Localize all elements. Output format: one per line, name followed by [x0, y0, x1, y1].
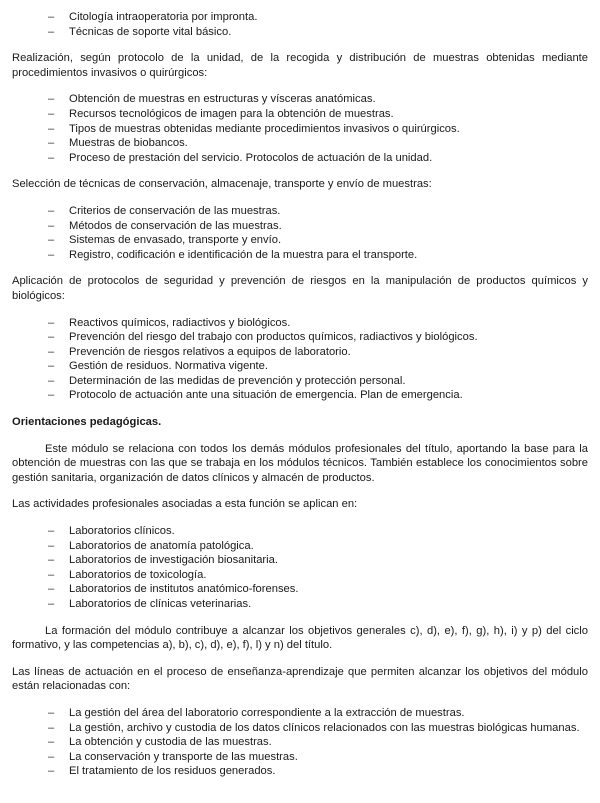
dash-bullet-icon: – [48, 137, 55, 150]
dash-bullet-icon: – [48, 750, 55, 763]
dash-bullet-icon: – [48, 219, 55, 232]
dash-bullet-icon: – [48, 204, 55, 217]
dash-bullet-icon: – [48, 122, 55, 135]
list-item: – Citología intraoperatoria por impronta. [48, 11, 258, 23]
dash-bullet-icon: – [48, 25, 55, 38]
list-item: – Obtención de muestras en estructuras y vísceras anatómicas. [48, 93, 376, 106]
list-item: – Recursos tecnológicos de imagen para la obtención de muestras. [48, 107, 394, 120]
dash-bullet-icon: – [48, 11, 55, 23]
paragraph-activities: Las actividades profesionales asociadas a esta función se aplican en: [12, 498, 358, 511]
paragraph-aplicacion: Aplicación de protocolos de seguridad y prevención de riesgos en la manipulación de productos químicos y biológicos: [12, 275, 588, 302]
dash-bullet-icon: – [48, 93, 55, 106]
dash-bullet-icon: – [48, 234, 55, 247]
paragraph-action-lines: Las líneas de actuación en el proceso de enseñanza-aprendizaje que permiten alcanzar los objetivos del módulo están relacionadas con: [12, 665, 588, 693]
dash-bullet-icon: – [48, 374, 55, 387]
list-conservation [12, 204, 588, 262]
dash-bullet-icon: – [48, 554, 55, 567]
dash-bullet-icon: – [48, 389, 55, 402]
list-item: – Determinación de las medidas de prevención y protección personal. [48, 374, 406, 387]
list-item: – Muestras de biobancos. [48, 137, 188, 150]
section-heading-orientaciones: Orientaciones pedagógicas. [12, 416, 162, 429]
list-item: – La obtención y custodia de las muestras. [48, 736, 272, 749]
dash-bullet-icon: – [48, 706, 55, 719]
list-item: – Proceso de prestación del servicio. Protocolos de actuación de la unidad. [48, 151, 433, 164]
dash-bullet-icon: – [48, 248, 55, 261]
document-page [12, 10, 588, 779]
list-item: – El tratamiento de los residuos generados. [48, 765, 276, 778]
list-item: – Protocolo de actuación ante una situación de emergencia. Plan de emergencia. [48, 389, 463, 402]
paragraph-module-relation: Este módulo se relaciona con todos los demás módulos profesionales del título, aportando la base para la obtención de muestras con las que se trabaja en los módulos técnicos. También establece los conocimientos sobre gestión sanitaria, organización de datos clínicos y almacén de productos. [12, 442, 588, 484]
list-safety [12, 316, 588, 404]
dash-bullet-icon: – [48, 525, 55, 538]
list-item: – Registro, codificación e identificación de la muestra para el transporte. [48, 248, 418, 261]
list-item: – Laboratorios de institutos anatómico-forenses. [48, 583, 299, 596]
dash-bullet-icon: – [48, 539, 55, 552]
paragraph-realizacion: Realización, según protocolo de la unidad, de la recogida y distribución de muestras obtenidas mediante procedimientos invasivos o quirúrgicos: [12, 52, 588, 79]
list-item: – Criterios de conservación de las muestras. [48, 204, 281, 217]
dash-bullet-icon: – [48, 107, 55, 120]
dash-bullet-icon: – [48, 345, 55, 358]
dash-bullet-icon: – [48, 568, 55, 581]
dash-bullet-icon: – [48, 736, 55, 749]
list-item: – Tipos de muestras obtenidas mediante procedimientos invasivos o quirúrgicos. [48, 122, 460, 135]
dash-bullet-icon: – [48, 721, 55, 734]
list-item: – Laboratorios de clínicas veterinarias. [48, 598, 252, 610]
dash-bullet-icon: – [48, 316, 55, 329]
list-laboratories [12, 524, 588, 612]
dash-bullet-icon: – [48, 598, 55, 610]
list-action-lines [12, 706, 588, 779]
list-item: – Gestión de residuos. Normativa vigente. [48, 360, 268, 373]
paragraph-objectives: La formación del módulo contribuye a alcanzar los objetivos generales c), d), e), f), g), h), i) y p) del ciclo formativo, y las competencias a), b), c), d), e), f), l) y n) del título. [12, 624, 588, 652]
list-item: – Métodos de conservación de las muestras. [48, 219, 282, 232]
list-item: – Prevención del riesgo del trabajo con productos químicos, radiactivos y biológicos. [48, 331, 478, 344]
dash-bullet-icon: – [48, 765, 55, 778]
list-item: – Laboratorios clínicos. [48, 525, 175, 538]
dash-bullet-icon: – [48, 331, 55, 344]
list-item: – Laboratorios de investigación biosanitaria. [48, 554, 278, 567]
list-item: – Técnicas de soporte vital básico. [48, 25, 232, 38]
list-item: – La conservación y transporte de las muestras. [48, 750, 298, 763]
list-item: – La gestión del área del laboratorio correspondiente a la extracción de muestras. [48, 706, 465, 719]
list-item: – Reactivos químicos, radiactivos y biológicos. [48, 316, 291, 329]
list-item: – Laboratorios de toxicología. [48, 568, 207, 581]
dash-bullet-icon: – [48, 151, 55, 164]
dash-bullet-icon: – [48, 583, 55, 596]
list-item: – La gestión, archivo y custodia de los datos clínicos relacionados con las muestras biológicas humanas. [48, 721, 580, 734]
list-item: – Sistemas de envasado, transporte y envío. [48, 234, 282, 247]
list-item: – Laboratorios de anatomía patológica. [48, 539, 254, 552]
list-item: – Prevención de riesgos relativos a equipos de laboratorio. [48, 345, 351, 358]
paragraph-seleccion: Selección de técnicas de conservación, almacenaje, transporte y envío de muestras: [12, 178, 432, 191]
dash-bullet-icon: – [48, 360, 55, 373]
list-intraoperative-techniques [12, 10, 588, 39]
list-sample-collection [12, 92, 588, 165]
